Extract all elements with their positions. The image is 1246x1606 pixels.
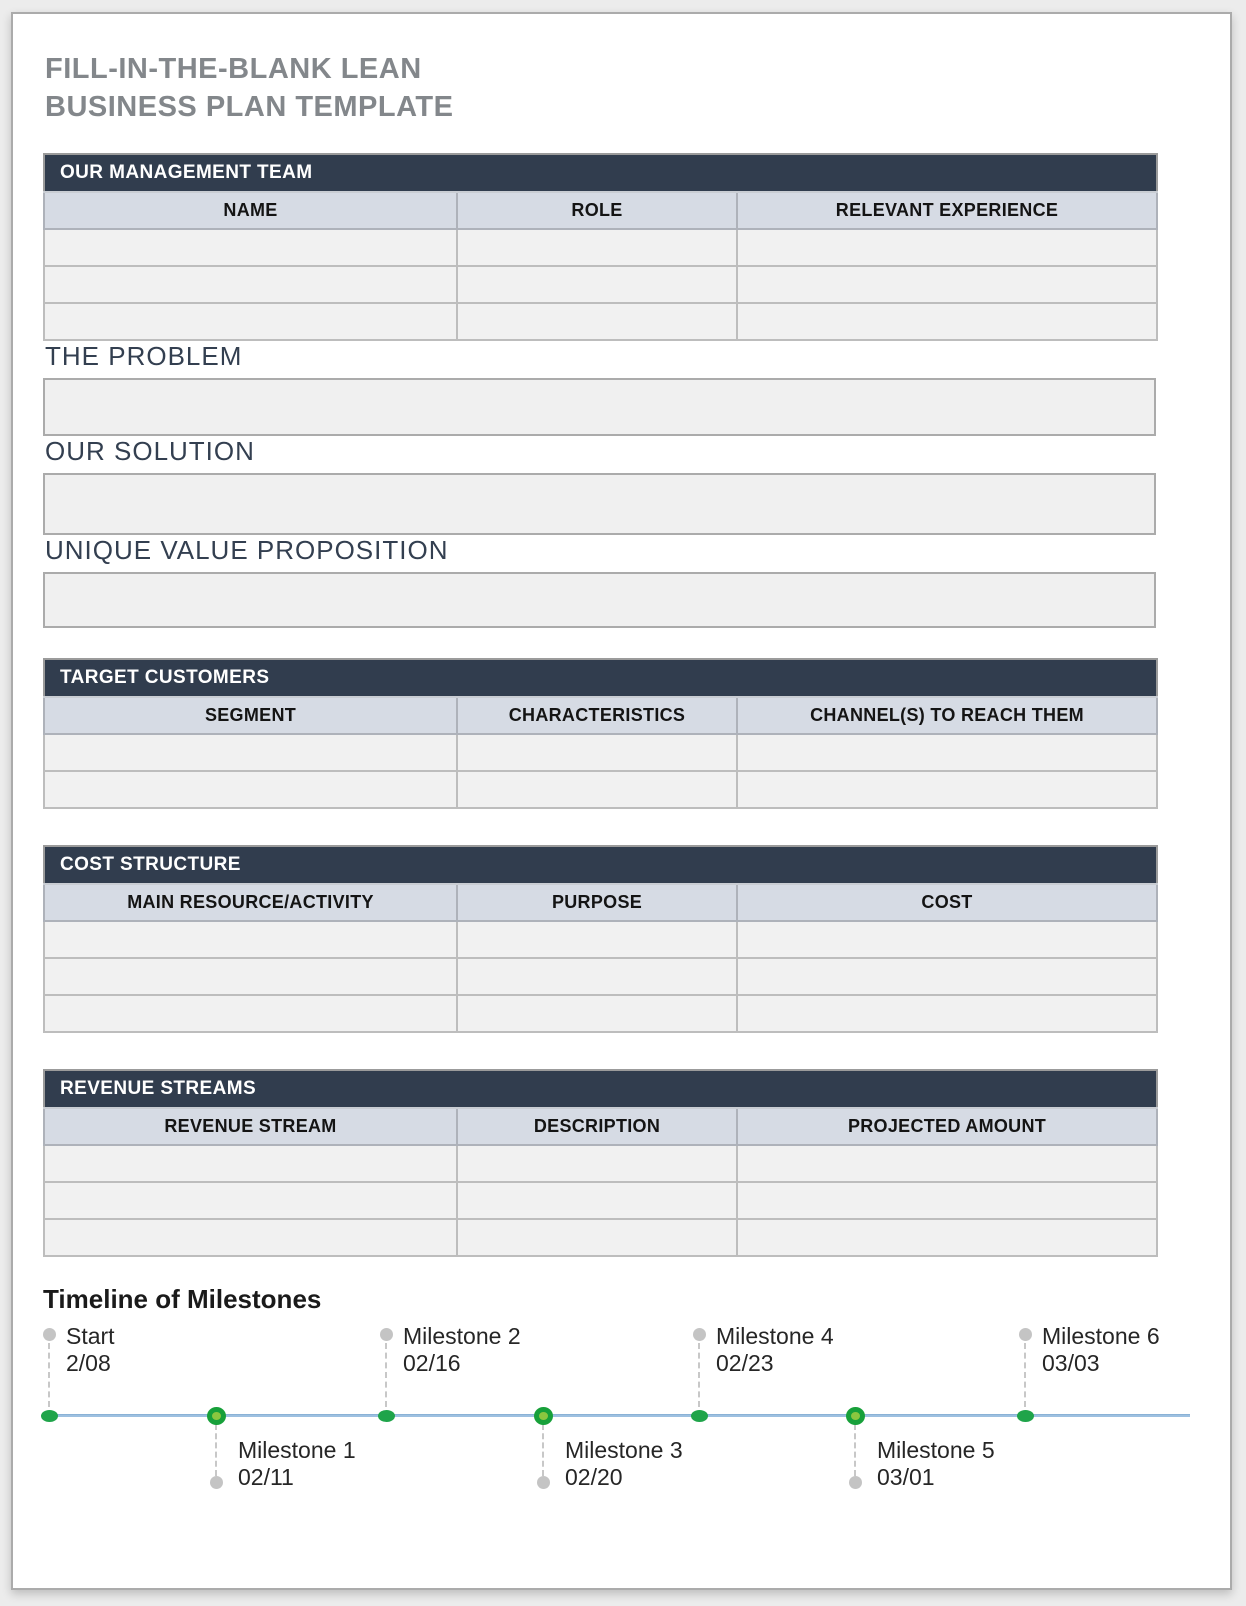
table-title-cost-structure: COST STRUCTURE [44,846,1157,884]
empty-cell[interactable] [457,229,737,266]
empty-cell[interactable] [737,303,1157,340]
empty-cell[interactable] [737,921,1157,958]
empty-cell[interactable] [457,958,737,995]
empty-cell[interactable] [737,1182,1157,1219]
dashed-connector [854,1424,856,1476]
empty-cell[interactable] [457,303,737,340]
table-row [44,1182,1157,1219]
empty-cell[interactable] [44,995,457,1032]
table-row [44,995,1157,1032]
empty-cell[interactable] [737,958,1157,995]
milestone-name: Milestone 2 [403,1322,521,1349]
milestone-label [238,1437,356,1491]
empty-cell[interactable] [737,734,1157,771]
table-row [44,921,1157,958]
milestone-date: 03/01 [877,1463,935,1490]
connector-end-dot [380,1328,393,1341]
section-heading-problem: THE PROBLEM [45,340,243,371]
column-header-projected-amount: PROJECTED AMOUNT [737,1108,1157,1145]
empty-cell[interactable] [44,303,457,340]
timeline-title: Timeline of Milestones [43,1283,322,1314]
empty-cell[interactable] [44,771,457,808]
column-header-description: DESCRIPTION [457,1108,737,1145]
table-title-revenue-streams: REVENUE STREAMS [44,1070,1157,1108]
table-title-management-team: OUR MANAGEMENT TEAM [44,154,1157,192]
table-row [44,266,1157,303]
column-header-purpose: PURPOSE [457,884,737,921]
solution-input-box[interactable] [43,473,1156,535]
milestone-date: 02/16 [403,1349,461,1376]
empty-cell[interactable] [737,229,1157,266]
empty-cell[interactable] [44,958,457,995]
empty-cell[interactable] [737,1219,1157,1256]
connector-end-dot [537,1476,550,1489]
milestone-label [716,1323,834,1377]
connector-end-dot [693,1328,706,1341]
empty-cell[interactable] [44,734,457,771]
page-content [13,14,1160,1500]
milestone-node-dot [534,1407,553,1425]
dashed-connector [48,1343,50,1407]
empty-cell[interactable] [457,995,737,1032]
milestone-label [565,1437,683,1491]
milestones-timeline [43,1285,1203,1500]
table-row [44,1219,1157,1256]
milestone-name: Milestone 6 [1042,1322,1160,1349]
empty-cell[interactable] [737,1145,1157,1182]
column-header-revenue-stream: REVENUE STREAM [44,1108,457,1145]
empty-cell[interactable] [737,771,1157,808]
cost-structure-table [43,845,1158,1033]
column-header-name: NAME [44,192,457,229]
milestone-node-dot [207,1407,226,1425]
problem-input-box[interactable] [43,378,1156,436]
table-row [44,303,1157,340]
connector-end-dot [210,1476,223,1489]
table-row [44,958,1157,995]
section-heading-solution: OUR SOLUTION [45,435,255,466]
milestone-node-dot [846,1407,865,1425]
column-header-main-resource-activity: MAIN RESOURCE/ACTIVITY [44,884,457,921]
dashed-connector [215,1424,217,1476]
empty-cell[interactable] [457,921,737,958]
empty-cell[interactable] [44,921,457,958]
table-row [44,734,1157,771]
milestone-label [403,1323,521,1377]
milestone-date: 02/23 [716,1349,774,1376]
section-heading-unique-value-proposition: UNIQUE VALUE PROPOSITION [45,534,449,565]
empty-cell[interactable] [44,1145,457,1182]
dashed-connector [542,1424,544,1476]
empty-cell[interactable] [457,771,737,808]
empty-cell[interactable] [44,266,457,303]
column-header-relevant-experience: RELEVANT EXPERIENCE [737,192,1157,229]
table-row [44,1145,1157,1182]
dashed-connector [385,1343,387,1407]
empty-cell[interactable] [737,995,1157,1032]
empty-cell[interactable] [44,1219,457,1256]
table-row [44,229,1157,266]
column-header-cost: COST [737,884,1157,921]
empty-cell[interactable] [44,1182,457,1219]
empty-cell[interactable] [44,229,457,266]
milestone-name: Milestone 4 [716,1322,834,1349]
milestone-label [1042,1323,1160,1377]
document-page [11,12,1232,1590]
milestone-name: Milestone 1 [238,1436,356,1463]
table-title-target-customers: TARGET CUSTOMERS [44,659,1157,697]
milestone-label [877,1437,995,1491]
milestone-node-dot [41,1410,58,1422]
column-header-segment: SEGMENT [44,697,457,734]
dashed-connector [698,1343,700,1407]
milestone-date: 2/08 [66,1349,111,1376]
dashed-connector [1024,1343,1026,1407]
milestone-name: Milestone 3 [565,1436,683,1463]
column-header-role: ROLE [457,192,737,229]
milestone-date: 03/03 [1042,1349,1100,1376]
unique-value-proposition-input-box[interactable] [43,572,1156,628]
revenue-streams-table [43,1069,1158,1257]
management-team-table [43,153,1158,341]
milestone-date: 02/20 [565,1463,623,1490]
milestone-label [66,1323,115,1377]
document-title: FILL-IN-THE-BLANK LEAN BUSINESS PLAN TEMPLATE [45,53,454,124]
table-row [44,771,1157,808]
empty-cell[interactable] [457,266,737,303]
milestone-name: Start [66,1322,115,1349]
milestone-date: 02/11 [238,1463,294,1490]
empty-cell[interactable] [457,734,737,771]
milestone-node-dot [1017,1410,1034,1422]
connector-end-dot [43,1328,56,1341]
empty-cell[interactable] [737,266,1157,303]
empty-cell[interactable] [457,1145,737,1182]
empty-cell[interactable] [457,1219,737,1256]
empty-cell[interactable] [457,1182,737,1219]
target-customers-table [43,658,1158,809]
connector-end-dot [849,1476,862,1489]
column-header-characteristics: CHARACTERISTICS [457,697,737,734]
milestone-name: Milestone 5 [877,1436,995,1463]
column-header-channels: CHANNEL(S) TO REACH THEM [737,697,1157,734]
milestone-node-dot [691,1410,708,1422]
connector-end-dot [1019,1328,1032,1341]
milestone-node-dot [378,1410,395,1422]
